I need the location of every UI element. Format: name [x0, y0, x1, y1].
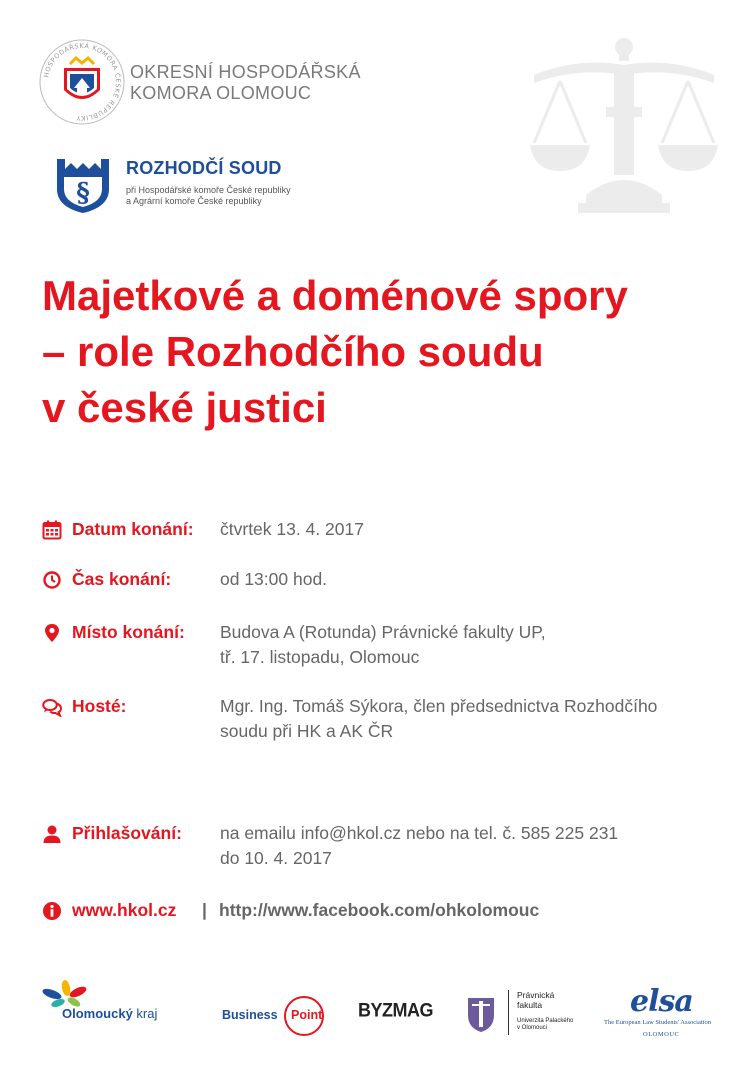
svg-text:HOSPODÁŘSKÁ KOMORA ČESKÉ REPUB: HOSPODÁŘSKÁ KOMORA ČESKÉ REPUBLIKY: [42, 41, 123, 123]
title-line: v české justici: [42, 384, 327, 431]
website-link[interactable]: www.hkol.cz: [72, 900, 177, 920]
elsa-logo: elsa: [630, 984, 693, 1019]
court-title: ROZHODČÍ SOUD: [126, 158, 282, 178]
upol-faculty-name: Právnická fakulta: [517, 990, 555, 1010]
okhk-name: OKRESNÍ HOSPODÁŘSKÁ KOMORA OLOMOUC: [130, 62, 361, 103]
signup-value: na emailu info@hkol.cz nebo na tel. č. 585 225 231 do 10. 4. 2017: [220, 823, 619, 868]
court-subtitle: při Hospodářské komoře České republiky a Agrární komoře České republiky: [126, 185, 291, 206]
guests-value: Mgr. Ing. Tomáš Sýkora, člen předsednictva Rozhodčího soudu při HK a AK ČR: [220, 696, 658, 741]
signup-label: Přihlašování:: [72, 823, 182, 843]
map-pin-icon: [42, 623, 62, 643]
date-label: Datum konání:: [72, 519, 194, 539]
business-point-logo-accent: Point: [291, 1008, 323, 1022]
event-title: [42, 268, 732, 436]
title-line: – role Rozhodčího soudu: [42, 328, 544, 375]
elsa-city: OLOMOUC: [643, 1031, 680, 1038]
elsa-subtitle: The European Law Students' Association: [604, 1019, 711, 1026]
guests-label: Hosté:: [72, 696, 127, 716]
place-value: Budova A (Rotunda) Právnické fakulty UP, tř. 17. listopadu, Olomouc: [220, 622, 546, 667]
place-label: Místo konání:: [72, 622, 185, 642]
facebook-link[interactable]: http://www.facebook.com/ohkolomouc: [219, 900, 540, 920]
rozhodci-soud-logo: [55, 155, 111, 215]
user-icon: [42, 824, 62, 844]
okhk-seal-logo: [38, 38, 126, 126]
time-value: od 13:00 hod.: [220, 569, 328, 589]
olomoucky-kraj-logo: Olomoucký kraj: [62, 1006, 158, 1021]
business-point-logo: Business: [222, 1008, 278, 1022]
info-icon: [42, 901, 62, 921]
upol-law-faculty-crest: [466, 995, 496, 1033]
upol-university-name: Univerzita Palackého v Olomouci: [517, 1018, 574, 1031]
title-line: Majetkové a doménové spory: [42, 272, 628, 319]
scales-of-justice-icon: [528, 35, 720, 215]
svg-text:§: §: [76, 178, 90, 208]
chat-icon: [42, 697, 62, 717]
date-value: čtvrtek 13. 4. 2017: [220, 519, 364, 539]
byzmag-logo: BYZMAG: [358, 998, 433, 1021]
calendar-icon: [42, 520, 62, 540]
upol-divider: [508, 990, 509, 1035]
time-label: Čas konání:: [72, 569, 172, 589]
links-separator: |: [202, 900, 207, 920]
clock-icon: [42, 570, 62, 590]
